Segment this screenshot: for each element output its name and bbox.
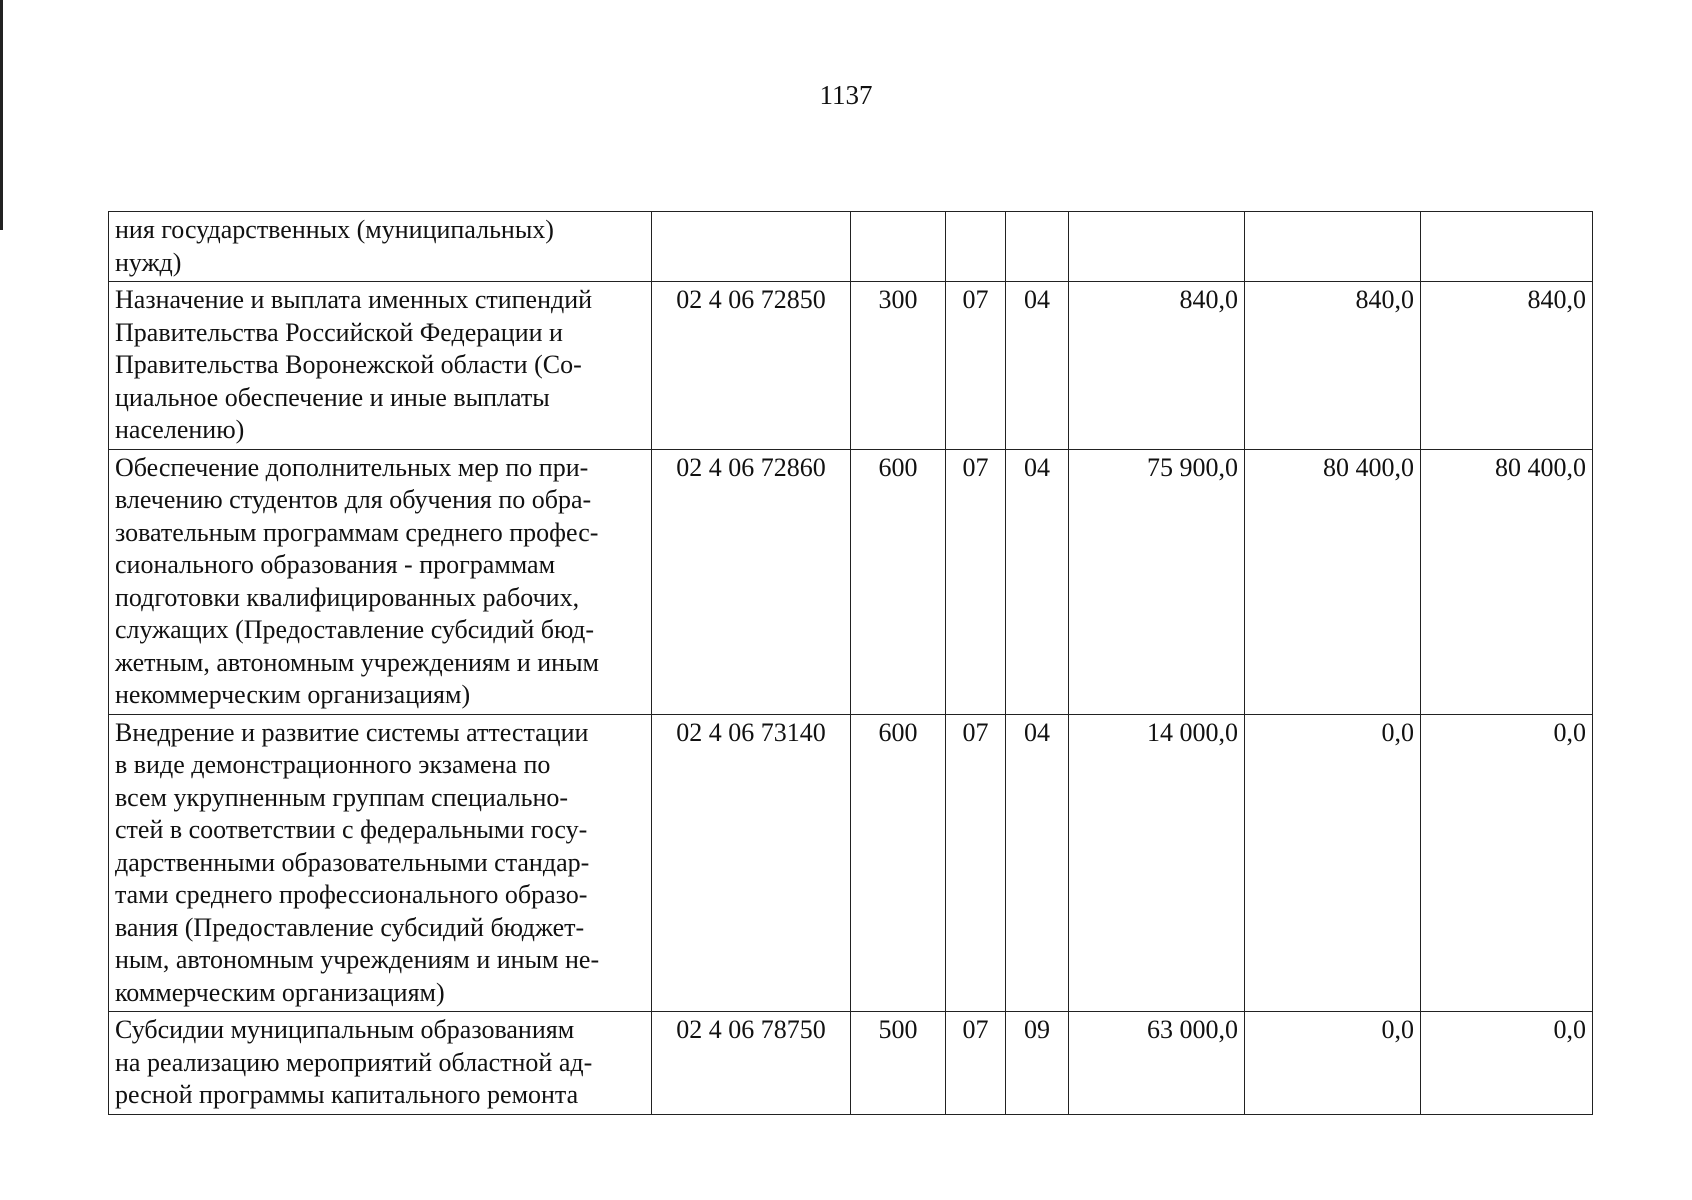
subsection-cell: 04 bbox=[1006, 282, 1069, 450]
expense-name-line: вания (Предоставление субсидий бюджет- bbox=[115, 912, 585, 942]
amount-year2-cell: 80 400,0 bbox=[1245, 449, 1421, 714]
section-cell: 07 bbox=[946, 1012, 1006, 1115]
section-cell: 07 bbox=[946, 449, 1006, 714]
target-article-cell bbox=[652, 212, 851, 282]
amount-year2-cell: 0,0 bbox=[1245, 714, 1421, 1012]
section-cell bbox=[946, 212, 1006, 282]
expense-type-cell: 600 bbox=[851, 714, 946, 1012]
expense-type-cell: 300 bbox=[851, 282, 946, 450]
expense-name-line: на реализацию мероприятий областной ад- bbox=[115, 1047, 593, 1077]
table-row bbox=[109, 1012, 1593, 1115]
expense-name-line: жетным, автономным учреждениям и иным bbox=[115, 647, 600, 677]
expense-name-line: Назначение и выплата именных стипендий bbox=[115, 285, 593, 314]
target-article-cell: 02 4 06 78750 bbox=[652, 1012, 851, 1115]
expense-name-cell bbox=[109, 714, 652, 1012]
expense-type-cell bbox=[851, 212, 946, 282]
expense-name-line: зовательным программам среднего профес- bbox=[115, 517, 599, 547]
expense-name-line: дарственными образовательными стандар- bbox=[115, 847, 590, 877]
subsection-cell: 04 bbox=[1006, 714, 1069, 1012]
expense-name-cell bbox=[109, 212, 652, 282]
expense-name-line: Правительства Воронежской области (Со- bbox=[115, 350, 582, 379]
expense-name-line: нужд) bbox=[115, 247, 182, 277]
amount-year1-cell bbox=[1069, 212, 1245, 282]
expense-name-line: коммерческим организациям) bbox=[115, 977, 445, 1007]
expense-name-line: в виде демонстрационного экзамена по bbox=[115, 750, 551, 779]
target-article-cell: 02 4 06 73140 bbox=[652, 714, 851, 1012]
expense-name-line: Правительства Российской Федерации и bbox=[115, 317, 563, 347]
amount-year3-cell: 0,0 bbox=[1421, 714, 1593, 1012]
expense-name-line: сионального образования - программам bbox=[115, 550, 556, 579]
expense-name-line: населению) bbox=[115, 415, 245, 444]
expense-name-line: Обеспечение дополнительных мер по при- bbox=[115, 452, 589, 482]
expense-name-line: ния государственных (муниципальных) bbox=[115, 215, 554, 244]
expense-name-line: некоммерческим организациям) bbox=[115, 680, 471, 709]
expense-name-line: подготовки квалифицированных рабочих, bbox=[115, 582, 580, 612]
amount-year1-cell: 75 900,0 bbox=[1069, 449, 1245, 714]
subsection-cell: 09 bbox=[1006, 1012, 1069, 1115]
table-row bbox=[109, 449, 1593, 714]
expense-name-line: стей в соответствии с федеральными госу- bbox=[115, 815, 588, 844]
amount-year1-cell: 840,0 bbox=[1069, 282, 1245, 450]
amount-year2-cell: 0,0 bbox=[1245, 1012, 1421, 1115]
subsection-cell: 04 bbox=[1006, 449, 1069, 714]
expense-name-line: служащих (Предоставление субсидий бюд- bbox=[115, 615, 595, 644]
page-number: 1137 bbox=[819, 80, 873, 110]
expense-name-line: всем укрупненным группам специально- bbox=[115, 782, 569, 812]
section-cell: 07 bbox=[946, 282, 1006, 450]
expense-name-line: влечению студентов для обучения по обра- bbox=[115, 485, 592, 514]
expense-name-line: Внедрение и развитие системы аттестации bbox=[115, 717, 589, 747]
subsection-cell bbox=[1006, 212, 1069, 282]
expense-name-line: тами среднего профессионального образо- bbox=[115, 880, 588, 909]
amount-year1-cell: 63 000,0 bbox=[1069, 1012, 1245, 1115]
expense-name-cell bbox=[109, 1012, 652, 1115]
expense-name-cell bbox=[109, 282, 652, 450]
table-row bbox=[109, 714, 1593, 1012]
table-row bbox=[109, 212, 1593, 282]
target-article-cell: 02 4 06 72860 bbox=[652, 449, 851, 714]
expense-name-line: ным, автономным учреждениям и иным не- bbox=[115, 945, 600, 974]
amount-year3-cell: 840,0 bbox=[1421, 282, 1593, 450]
amount-year3-cell: 80 400,0 bbox=[1421, 449, 1593, 714]
section-cell: 07 bbox=[946, 714, 1006, 1012]
expense-name-cell bbox=[109, 449, 652, 714]
amount-year3-cell: 0,0 bbox=[1421, 1012, 1593, 1115]
budget-table bbox=[108, 211, 1593, 1115]
expense-name-line: Субсидии муниципальным образованиям bbox=[115, 1015, 575, 1044]
amount-year1-cell: 14 000,0 bbox=[1069, 714, 1245, 1012]
amount-year3-cell bbox=[1421, 212, 1593, 282]
table-row bbox=[109, 282, 1593, 450]
expense-name-line: ресной программы капитального ремонта bbox=[115, 1080, 579, 1109]
amount-year2-cell: 840,0 bbox=[1245, 282, 1421, 450]
budget-table-body bbox=[109, 212, 1593, 1115]
expense-name-line: циальное обеспечение и иные выплаты bbox=[115, 382, 550, 412]
expense-type-cell: 600 bbox=[851, 449, 946, 714]
amount-year2-cell bbox=[1245, 212, 1421, 282]
scan-edge-line bbox=[0, 0, 3, 230]
expense-type-cell: 500 bbox=[851, 1012, 946, 1115]
target-article-cell: 02 4 06 72850 bbox=[652, 282, 851, 450]
